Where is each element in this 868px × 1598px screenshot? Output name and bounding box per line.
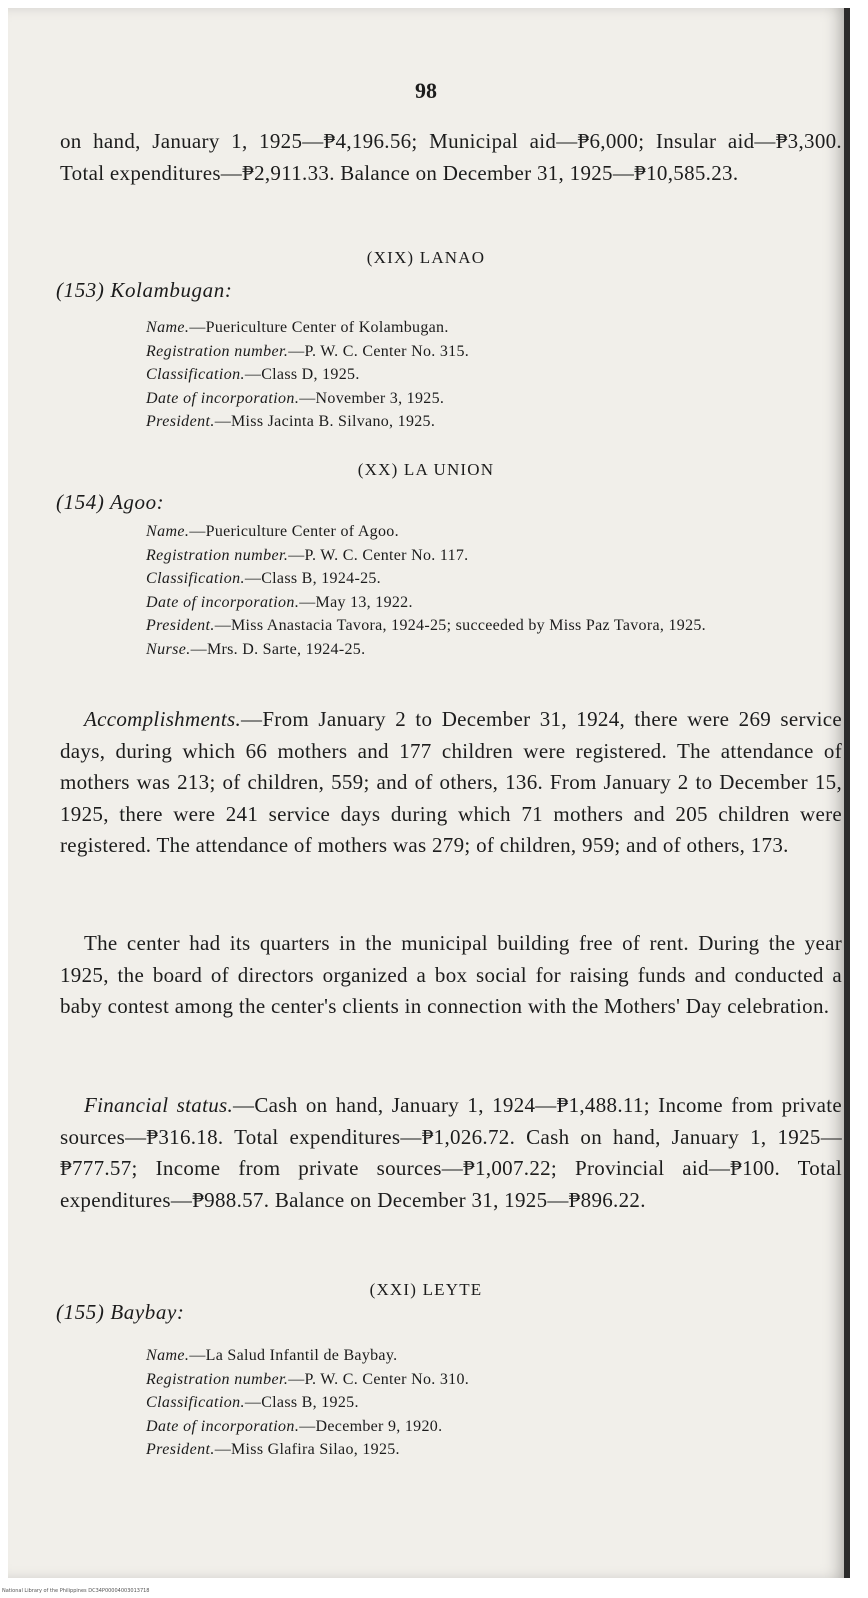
entry-classification: Classification.—Class D, 1925. xyxy=(146,366,360,383)
entry-president: President.—Miss Jacinta B. Silvano, 1925. xyxy=(146,413,436,430)
entry-registration-number: Registration number.—P. W. C. Center No. 310. xyxy=(146,1370,470,1388)
document-page xyxy=(8,8,850,1578)
entry-date-of-incorporation: Date of incorporation.—May 13, 1922. xyxy=(146,593,413,611)
entry-name: Name.—Puericulture Center of Agoo. xyxy=(146,523,399,540)
entry-date-of-incorporation: Date of incorporation.—November 3, 1925. xyxy=(146,389,445,407)
entry-list-baybay xyxy=(146,1344,846,1462)
entry-list-agoo xyxy=(146,520,846,661)
entry-president: President.—Miss Anastacia Tavora, 1924-25; succeeded by Miss Paz Tavora, 1925. xyxy=(146,617,706,634)
intro-paragraph: on hand, January 1, 1925—₱4,196.56; Municipal aid—₱6,000; Insular aid—₱3,300. Total expenditures—₱2,911.33. Balance on December 31, 1925—₱10,585.23. xyxy=(60,129,842,185)
accomplishments-paragraph: Accomplishments.—From January 2 to December 31, 1924, there were 269 service days, during which 66 mothers and 177 children were registered. The attendance of mothers was 213; of children, 559; and of others, 136. From January 2 to December 15, 1925, there were 241 service days during which 71 mothers and 205 children were registered. The attendance of mothers was 279; of children, 959; and of others, 173. xyxy=(60,707,842,857)
section-heading-leyte: (XXI) LEYTE xyxy=(369,1280,483,1299)
entry-nurse: Nurse.—Mrs. D. Sarte, 1924-25. xyxy=(146,640,366,658)
location-baybay: (155) Baybay: xyxy=(56,1300,185,1324)
entry-list-kolambugan xyxy=(146,316,846,434)
entry-name: Name.—Puericulture Center of Kolambugan. xyxy=(146,319,449,336)
entry-classification: Classification.—Class B, 1924-25. xyxy=(146,570,381,587)
location-agoo: (154) Agoo: xyxy=(56,490,165,514)
quarters-paragraph: The center had its quarters in the municipal building free of rent. During the year 1925, the board of directors organized a box social for raising funds and conducted a baby contest among the center's clients in connection with the Mothers' Day celebration. xyxy=(60,931,842,1018)
financial-status-paragraph: Financial status.—Cash on hand, January 1, 1924—₱1,488.11; Income from private sources—₱316.18. Total expenditures—₱1,026.72. Cash on hand, January 1, 1925—₱777.57; Income from private sources—₱1,007.22; Provincial aid—₱100. Total expenditures—₱988.57. Balance on December 31, 1925—₱896.22. xyxy=(60,1093,842,1212)
entry-registration-number: Registration number.—P. W. C. Center No. 315. xyxy=(146,342,470,360)
section-heading-lanao: (XIX) LANAO xyxy=(366,248,486,267)
page-number: 98 xyxy=(415,78,437,103)
scan-footer: National Library of the Philippines DC34P00004003013718 xyxy=(2,1588,150,1594)
entry-president: President.—Miss Glafira Silao, 1925. xyxy=(146,1441,400,1458)
location-kolambugan: (153) Kolambugan: xyxy=(56,278,233,302)
entry-classification: Classification.—Class B, 1925. xyxy=(146,1394,359,1411)
entry-registration-number: Registration number.—P. W. C. Center No. 117. xyxy=(146,546,469,564)
entry-date-of-incorporation: Date of incorporation.—December 9, 1920. xyxy=(146,1417,443,1435)
entry-name: Name.—La Salud Infantil de Baybay. xyxy=(146,1347,398,1364)
section-heading-la-union: (XX) LA UNION xyxy=(357,460,495,479)
